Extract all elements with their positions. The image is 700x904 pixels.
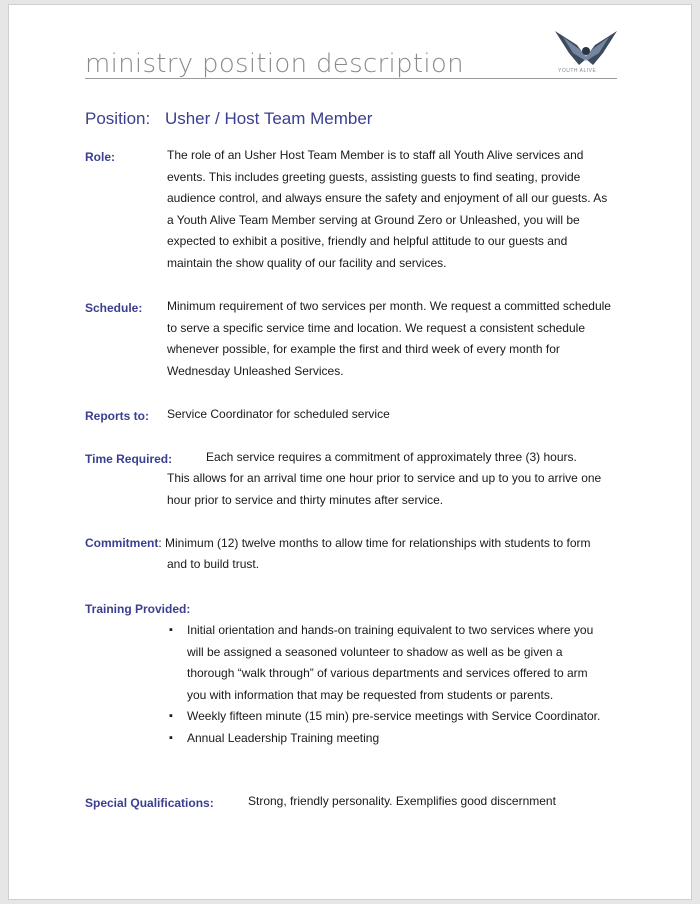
training-label: Training Provided: — [85, 602, 191, 616]
commitment-text-continued: and to build trust. — [167, 557, 260, 571]
role-label: Role: — [85, 150, 115, 164]
document-page — [8, 4, 692, 900]
document-title: ministry position description — [85, 49, 464, 79]
special-qualifications-label: Special Qualifications: — [85, 796, 214, 810]
logo-text: YOUTH ALIVE — [558, 68, 597, 74]
reports-to-label: Reports to: — [85, 409, 149, 423]
time-required-first-line: Each service requires a commitment of approximately three (3) hours. — [206, 450, 577, 464]
position-value: Usher / Host Team Member — [164, 109, 373, 128]
schedule-label: Schedule: — [85, 301, 143, 315]
commitment-colon: : — [158, 536, 162, 550]
time-required-text: This allows for an arrival time one hour prior to service and up to you to arrive one hour prior to service and thirty minutes after service. — [167, 471, 602, 507]
training-list — [169, 620, 609, 749]
list-item: ▪ Annual Leadership Training meeting — [169, 728, 609, 750]
special-qualifications-text: Strong, friendly personality. Exemplifies good discernment — [248, 794, 556, 808]
commitment-label: Commitment — [85, 536, 159, 550]
title-divider — [85, 78, 617, 79]
list-item: ▪ Initial orientation and hands-on training equivalent to two services where you will be assigned a seasoned volunteer to shadow as well as be given a thorough “walk through” of various departments and services offered to arm you with information that may be requested from students or parents. — [169, 620, 609, 706]
list-item: ▪ Weekly fifteen minute (15 min) pre-service meetings with Service Coordinator. — [169, 706, 609, 728]
commitment-line — [85, 533, 630, 555]
schedule-text: Minimum requirement of two services per month. We request a committed schedule to serve a specific service time and location. We request a consistent schedule whenever possible, for example the first and third week of every month for Wednesday Unleashed Services. — [167, 299, 611, 378]
commitment-text: Minimum (12) twelve months to allow time for relationships with students to form — [161, 536, 591, 550]
reports-to-text: Service Coordinator for scheduled service — [167, 407, 390, 421]
position-label: Position: — [85, 109, 151, 128]
time-required-label: Time Required: — [85, 452, 173, 466]
position-heading — [85, 109, 372, 129]
role-text: The role of an Usher Host Team Member is to staff all Youth Alive services and events. This includes greeting guests, assisting guests to find seating, provide audience control, and always ensure the safety and enjoyment of all our guests. As a Youth Alive Team Member serving at Ground Zero or Unleashed, you will be expected to exhibit a positive, friendly and helpful attitude to our guests and maintain the show quality of our facility and services. — [167, 148, 608, 270]
